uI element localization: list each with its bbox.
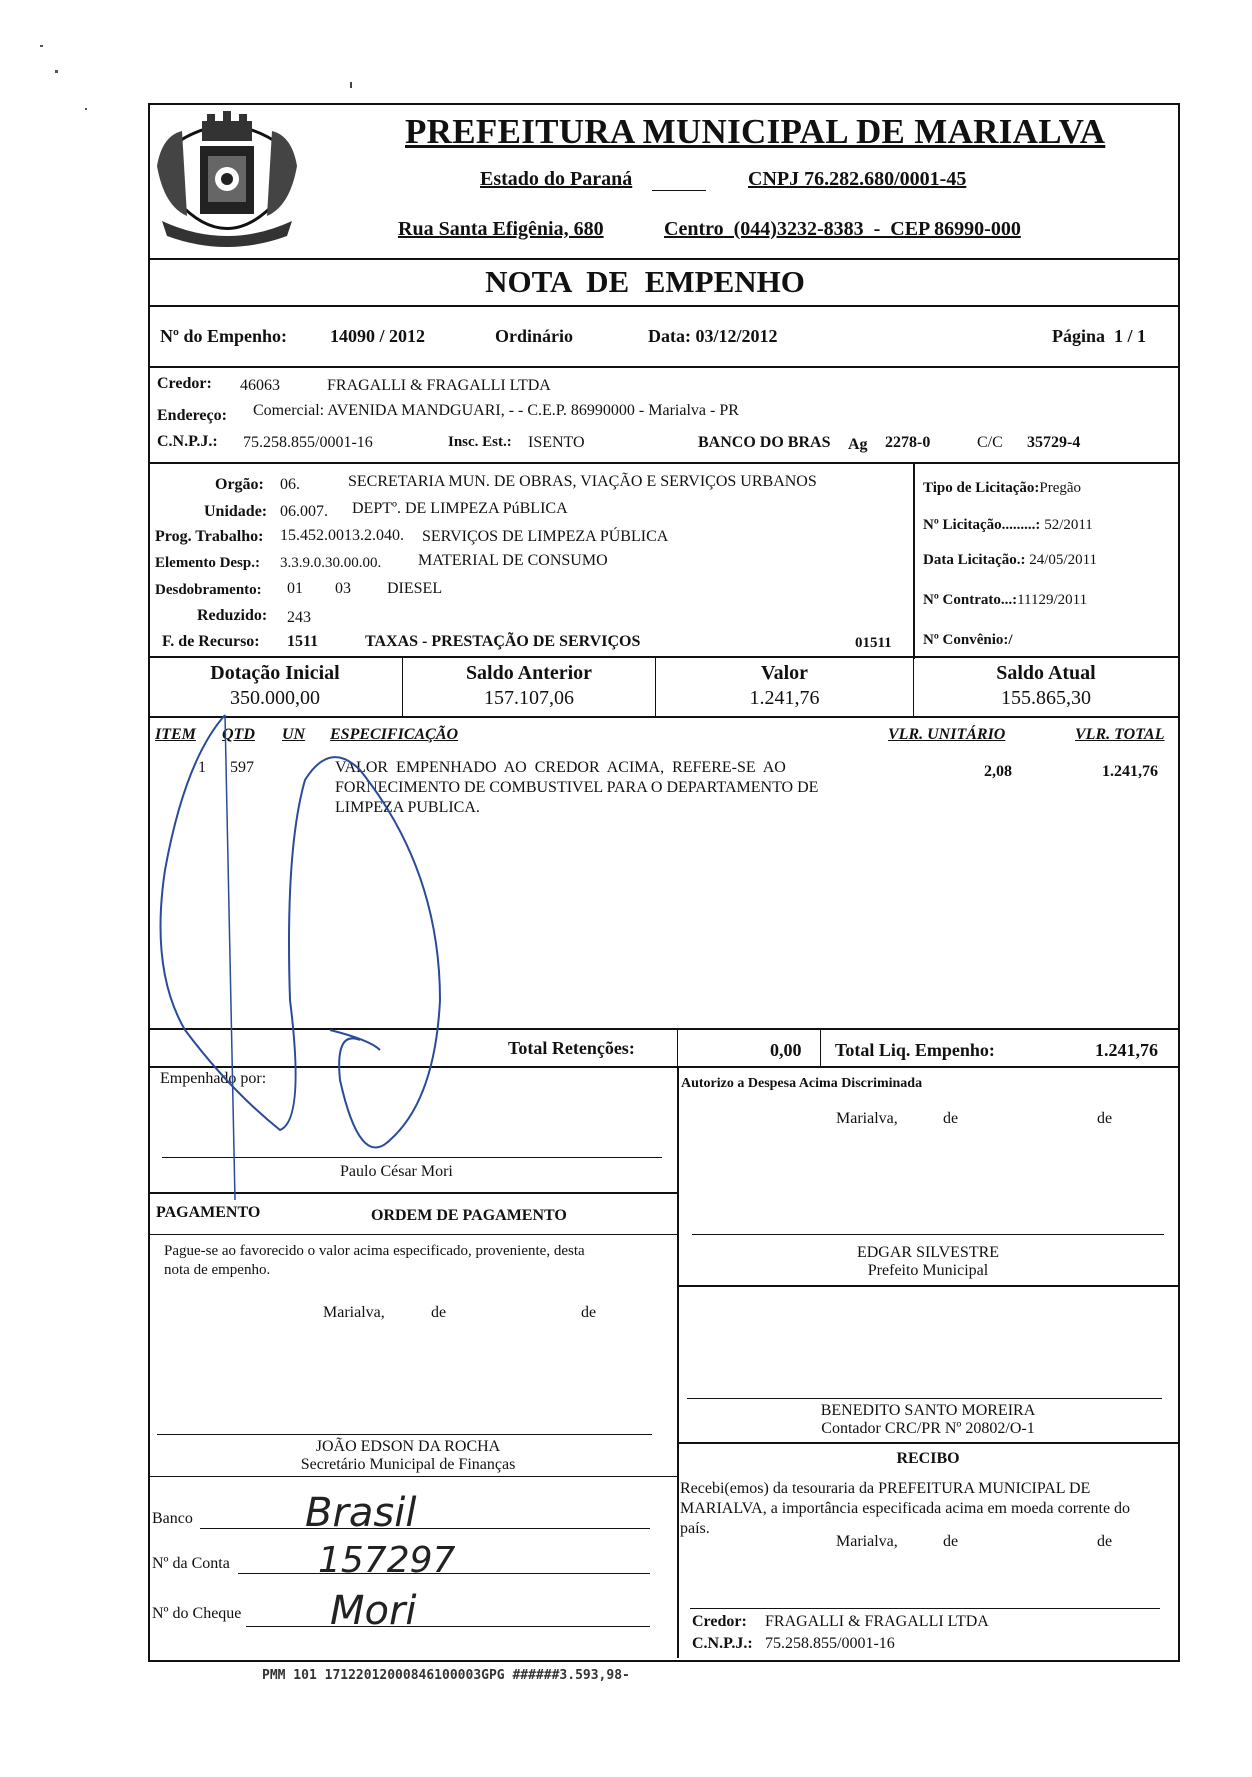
recibo-text-3: país. bbox=[680, 1520, 710, 1537]
recibo-de2: de bbox=[1097, 1533, 1113, 1550]
col-item: ITEM bbox=[155, 726, 196, 743]
coat-of-arms-logo bbox=[152, 106, 302, 256]
dotacao-inicial-label: Dotação Inicial bbox=[210, 662, 340, 684]
item-desc-line1: VALOR EMPENHADO AO CREDOR ACIMA, REFERE-SE AO bbox=[335, 759, 786, 776]
desdobramento-value: DIESEL bbox=[387, 580, 443, 597]
item-unit-price: 2,08 bbox=[984, 763, 1012, 780]
fonte-value: TAXAS - PRESTAÇÃO DE SERVIÇOS bbox=[365, 633, 641, 650]
contador-name: BENEDITO SANTO MOREIRA bbox=[820, 1402, 1036, 1419]
dotacao-inicial-value: 350.000,00 bbox=[230, 687, 320, 709]
pagamento-text-2: nota de empenho. bbox=[164, 1262, 271, 1278]
col-vlr-unitario: VLR. UNITÁRIO bbox=[888, 726, 1006, 743]
prefeito-name: EDGAR SILVESTRE bbox=[856, 1244, 1000, 1261]
banco-handwriting: Brasil bbox=[305, 1490, 417, 1536]
pagamento-text-1: Pague-se ao favorecido o valor acima especificado, proveniente, desta bbox=[164, 1243, 585, 1259]
elemento-label: Elemento Desp.: bbox=[155, 555, 260, 571]
endereco-value: Comercial: AVENIDA MANDGUARI, - - C.E.P. 86990000 - Marialva - PR bbox=[253, 402, 739, 419]
state-label: Estado do Paraná bbox=[480, 168, 633, 190]
insc-value: ISENTO bbox=[528, 434, 585, 451]
table-row bbox=[150, 755, 1175, 825]
cnpj-label: C.N.P.J.: bbox=[157, 433, 218, 450]
item-desc-line3: LIMPEZA PUBLICA. bbox=[335, 799, 480, 816]
valor-label: Valor bbox=[760, 662, 809, 684]
unidade-label: Unidade: bbox=[204, 503, 268, 520]
conta-handwriting: 157297 bbox=[318, 1540, 456, 1581]
saldo-atual-label: Saldo Atual bbox=[996, 662, 1096, 684]
cheque-handwriting: Mori bbox=[330, 1588, 417, 1634]
desdobramento-a: 01 bbox=[287, 580, 303, 597]
contador-role: Contador CRC/PR Nº 20802/O-1 bbox=[821, 1420, 1035, 1437]
insc-label: Insc. Est.: bbox=[448, 434, 512, 450]
item-qtd: 597 bbox=[230, 759, 254, 776]
underline-gap bbox=[652, 190, 706, 191]
total-retencoes-label: Total Retenções: bbox=[508, 1038, 635, 1058]
empenho-label: Nº do Empenho: bbox=[160, 326, 287, 346]
secretario-name: JOÃO EDSON DA ROCHA bbox=[315, 1438, 501, 1455]
desdobramento-label: Desdobramento: bbox=[155, 582, 262, 598]
recibo-cnpj-label: C.N.P.J.: bbox=[692, 1635, 753, 1652]
pagamento-de1: de bbox=[431, 1304, 447, 1321]
account-label: C/C bbox=[977, 434, 1003, 451]
endereco-label: Endereço: bbox=[157, 407, 227, 424]
recibo-credor-label: Credor: bbox=[692, 1613, 747, 1630]
total-retencoes-value: 0,00 bbox=[770, 1040, 802, 1060]
recibo-cnpj-value: 75.258.855/0001-16 bbox=[765, 1635, 895, 1652]
prog-label: Prog. Trabalho: bbox=[155, 528, 264, 545]
contact-header: Centro (044)3232-8383 - CEP 86990-000 bbox=[664, 218, 1021, 240]
convenio-numero: Nº Convênio:/ bbox=[923, 632, 1013, 648]
agency-value: 2278-0 bbox=[885, 434, 931, 451]
cnpj-value: 75.258.855/0001-16 bbox=[243, 434, 373, 451]
col-qtd: QTD bbox=[222, 726, 255, 743]
scan-speck bbox=[350, 82, 352, 88]
cnpj-header: CNPJ 76.282.680/0001-45 bbox=[748, 168, 967, 190]
autorizo-label: Autorizo a Despesa Acima Discriminada bbox=[681, 1076, 923, 1091]
account-value: 35729-4 bbox=[1027, 434, 1081, 451]
pagamento-place: Marialva, bbox=[323, 1304, 385, 1321]
orgao-label: Orgão: bbox=[215, 476, 264, 493]
orgao-value: SECRETARIA MUN. DE OBRAS, VIAÇÃO E SERVIÇOS URBANOS bbox=[348, 473, 817, 490]
reduzido-value: 243 bbox=[287, 609, 311, 626]
pagamento-label: PAGAMENTO bbox=[156, 1204, 261, 1221]
col-vlr-total: VLR. TOTAL bbox=[1075, 726, 1165, 743]
saldo-anterior-label: Saldo Anterior bbox=[465, 662, 593, 684]
licitacao-tipo: Tipo de Licitação:Pregão bbox=[923, 480, 1082, 496]
recibo-credor-name: FRAGALLI & FRAGALLI LTDA bbox=[765, 1613, 989, 1630]
scan-speck bbox=[40, 45, 43, 47]
pagamento-de2: de bbox=[581, 1304, 597, 1321]
scan-speck bbox=[55, 70, 58, 73]
licitacao-numero: Nº Licitação.........: 52/2011 bbox=[923, 517, 1093, 533]
banco-label: Banco bbox=[152, 1510, 193, 1527]
empenhado-por-label: Empenhado por: bbox=[160, 1070, 267, 1087]
col-un: UN bbox=[282, 726, 306, 743]
total-liquido-label: Total Liq. Empenho: bbox=[835, 1040, 995, 1060]
contrato-numero: Nº Contrato...:11129/2011 bbox=[923, 592, 1088, 608]
item-desc-line2: FORNECIMENTO DE COMBUSTIVEL PARA O DEPARTAMENTO DE bbox=[335, 779, 819, 796]
bank-name: BANCO DO BRAS bbox=[698, 434, 831, 451]
orgao-code: 06. bbox=[280, 476, 300, 493]
unidade-value: DEPTº. DE LIMPEZA PúBLICA bbox=[352, 500, 568, 517]
page-number: Página 1 / 1 bbox=[1052, 326, 1147, 346]
item-number: 1 bbox=[198, 759, 206, 776]
fonte-label: F. de Recurso: bbox=[162, 633, 260, 650]
credor-label: Credor: bbox=[157, 375, 212, 392]
fonte-number: 01511 bbox=[855, 635, 892, 651]
autorizo-de1: de bbox=[943, 1110, 959, 1127]
elemento-value: MATERIAL DE CONSUMO bbox=[418, 552, 608, 569]
scan-speck bbox=[85, 108, 87, 110]
cheque-label: Nº do Cheque bbox=[152, 1605, 242, 1622]
autorizo-de2: de bbox=[1097, 1110, 1113, 1127]
address-header: Rua Santa Efigênia, 680 bbox=[398, 218, 604, 240]
reduzido-label: Reduzido: bbox=[197, 607, 268, 624]
conta-label: Nº da Conta bbox=[152, 1555, 230, 1572]
city-hall-title: PREFEITURA MUNICIPAL DE MARIALVA bbox=[405, 112, 1106, 151]
recibo-de1: de bbox=[943, 1533, 959, 1550]
autorizo-place: Marialva, bbox=[836, 1110, 898, 1127]
fonte-code: 1511 bbox=[287, 633, 319, 650]
agency-label: Ag bbox=[848, 436, 868, 453]
secretario-role: Secretário Municipal de Finanças bbox=[300, 1456, 516, 1473]
valor-value: 1.241,76 bbox=[749, 687, 820, 709]
recibo-place: Marialva, bbox=[836, 1533, 898, 1550]
desdobramento-b: 03 bbox=[335, 580, 351, 597]
col-especificacao: ESPECIFICAÇÃO bbox=[330, 726, 459, 743]
recibo-text-1: Recebi(emos) da tesouraria da PREFEITURA MUNICIPAL DE bbox=[680, 1480, 1091, 1497]
prefeito-role: Prefeito Municipal bbox=[867, 1262, 989, 1279]
empenhado-por-name: Paulo César Mori bbox=[340, 1163, 453, 1180]
prog-value: SERVIÇOS DE LIMPEZA PÚBLICA bbox=[422, 528, 669, 545]
total-liquido-value: 1.241,76 bbox=[1095, 1040, 1158, 1060]
saldo-atual-value: 155.865,30 bbox=[1001, 687, 1091, 709]
recibo-text-2: MARIALVA, a importância especificada acima em moeda corrente do bbox=[680, 1500, 1131, 1517]
credor-code: 46063 bbox=[240, 377, 280, 394]
saldo-anterior-value: 157.107,06 bbox=[484, 687, 574, 709]
elemento-code: 3.3.9.0.30.00.00. bbox=[280, 555, 382, 571]
credor-name: FRAGALLI & FRAGALLI LTDA bbox=[327, 377, 551, 394]
empenho-date: Data: 03/12/2012 bbox=[648, 326, 778, 346]
item-total-price: 1.241,76 bbox=[1102, 763, 1158, 780]
ordem-pagamento-title: ORDEM DE PAGAMENTO bbox=[371, 1207, 567, 1224]
recibo-title: RECIBO bbox=[896, 1450, 960, 1467]
empenho-type: Ordinário bbox=[495, 326, 574, 346]
footer-code: PMM 101 17122012000846100003GPG ######3.593,98- bbox=[262, 1668, 630, 1683]
document-title: NOTA DE EMPENHO bbox=[485, 264, 805, 299]
empenho-number: 14090 / 2012 bbox=[330, 326, 426, 346]
licitacao-data: Data Licitação.: 24/05/2011 bbox=[923, 552, 1098, 568]
unidade-code: 06.007. bbox=[280, 503, 328, 520]
prog-code: 15.452.0013.2.040. bbox=[280, 527, 404, 544]
